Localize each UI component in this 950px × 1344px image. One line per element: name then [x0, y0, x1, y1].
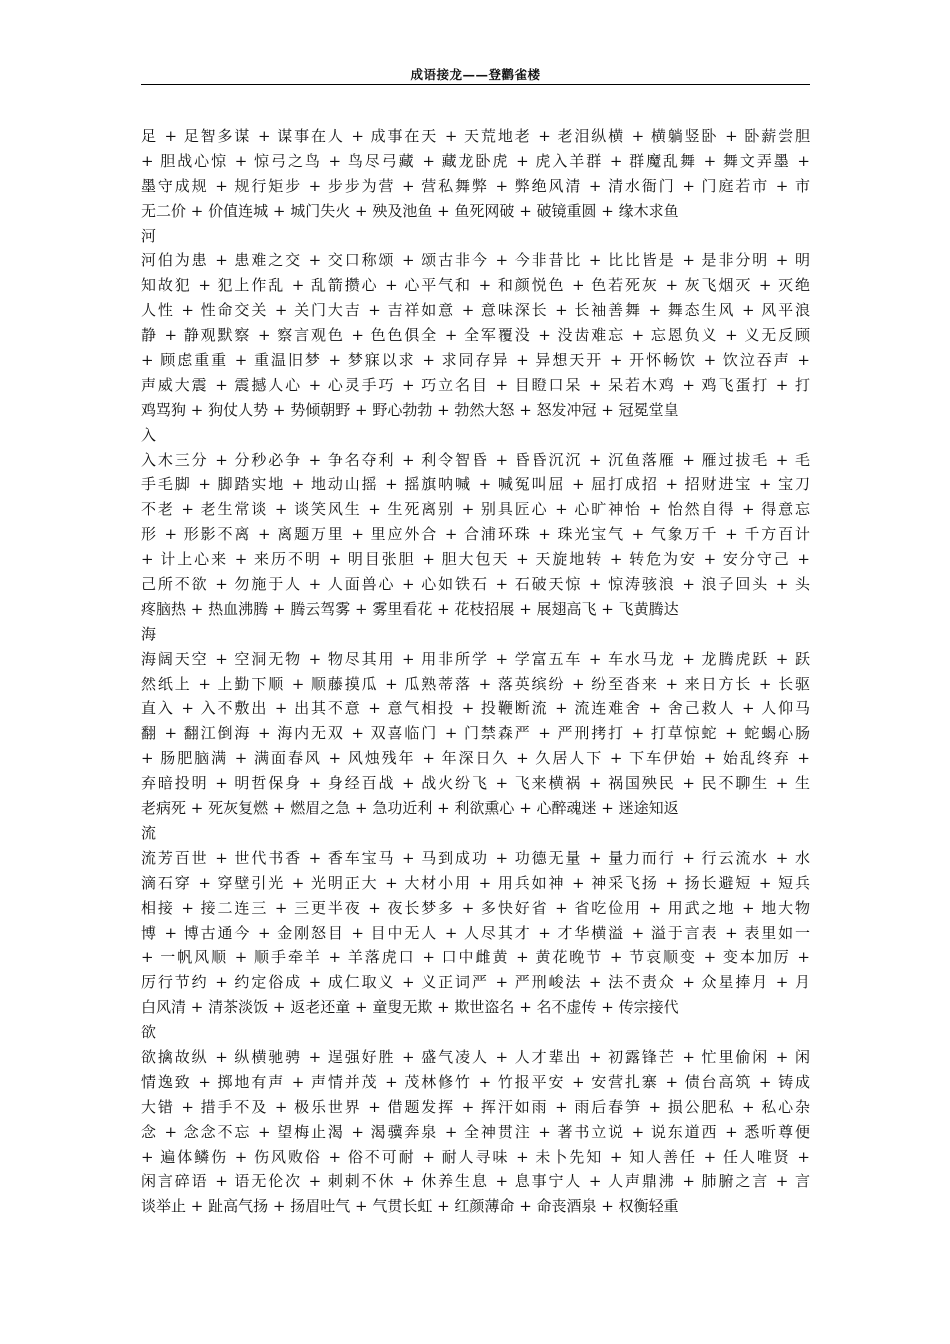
text-line: + 一帆风顺 + 顺手牵羊 + 羊落虎口 + 口中雌黄 + 黄花晚节 + 节哀顺变 + 变本加厉 + — [141, 948, 810, 967]
text-line: 声威大震 + 震撼人心 + 心灵手巧 + 巧立名目 + 目瞪口呆 + 呆若木鸡 + 鸡飞蛋打 + 打 — [141, 375, 810, 394]
text-line: 鸡骂狗 + 狗仗人势 + 势倾朝野 + 野心勃勃 + 勃然大怒 + 怒发冲冠 + 冠冕堂皇 — [141, 400, 679, 419]
text-line: 形 + 形影不离 + 离题万里 + 里应外合 + 合浦环珠 + 珠光宝气 + 气象万千 + 千方百计 — [141, 525, 810, 544]
text-line: 己所不欲 + 勿施于人 + 人面兽心 + 心如铁石 + 石破天惊 + 惊涛骇浪 + 浪子回头 + 头 — [141, 575, 810, 594]
text-line: 直入 + 入不敷出 + 出其不意 + 意气相投 + 投鞭断流 + 流连难舍 + 舍己救人 + 人仰马 — [141, 699, 810, 718]
text-line: 静 + 静观默察 + 察言观色 + 色色俱全 + 全军覆没 + 没齿难忘 + 忘恩负义 + 义无反顾 — [141, 326, 810, 345]
text-line: 不老 + 老生常谈 + 谈笑风生 + 生死离别 + 别具匠心 + 心旷神怡 + 怡然自得 + 得意忘 — [141, 500, 810, 519]
text-line: 墨守成规 + 规行矩步 + 步步为营 + 营私舞弊 + 弊绝风清 + 清水衙门 + 门庭若市 + 市 — [141, 176, 810, 195]
page-header — [141, 64, 810, 85]
text-line: 流芳百世 + 世代书香 + 香车宝马 + 马到成功 + 功德无量 + 量力而行 + 行云流水 + 水 — [141, 848, 810, 867]
text-line: 手毛脚 + 脚踏实地 + 地动山摇 + 摇旗呐喊 + 喊冤叫屈 + 屈打成招 + 招财进宝 + 宝刀 — [141, 475, 810, 494]
text-line: 白风清 + 清茶淡饭 + 返老还童 + 童叟无欺 + 欺世盗名 + 名不虚传 + 传宗接代 — [141, 998, 679, 1017]
section-char: 海 — [141, 624, 157, 643]
text-line: 河伯为患 + 患难之交 + 交口称颂 + 颂古非今 + 今非昔比 + 比比皆是 + 是非分明 + 明 — [141, 251, 810, 270]
text-line: 老病死 + 死灰复燃 + 燃眉之急 + 急功近利 + 利欲熏心 + 心醉魂迷 + 迷途知返 — [141, 799, 679, 818]
text-line: 疼脑热 + 热血沸腾 + 腾云驾雾 + 雾里看花 + 花枝招展 + 展翅高飞 + 飞黄腾达 — [141, 599, 679, 618]
text-line: 相接 + 接二连三 + 三更半夜 + 夜长梦多 + 多快好省 + 省吃俭用 + 用武之地 + 地大物 — [141, 898, 810, 917]
section-char: 入 — [141, 425, 157, 444]
text-line: 入木三分 + 分秒必争 + 争名夺利 + 利令智昏 + 昏昏沉沉 + 沉鱼落雁 + 雁过拔毛 + 毛 — [141, 450, 810, 469]
text-line: 无二价 + 价值连城 + 城门失火 + 殃及池鱼 + 鱼死网破 + 破镜重圆 + 缘木求鱼 — [141, 201, 679, 220]
text-line: 足 + 足智多谋 + 谋事在人 + 成事在天 + 天荒地老 + 老泪纵横 + 横躺竖卧 + 卧薪尝胆 — [141, 127, 810, 145]
text-line: + 肠肥脑满 + 满面春风 + 风烛残年 + 年深日久 + 久居人下 + 下车伊始 + 始乱终弃 + — [141, 749, 810, 768]
text-line: 欲擒故纵 + 纵横驰骋 + 逞强好胜 + 盛气凌人 + 人才辈出 + 初露锋芒 + 忙里偷闲 + 闲 — [141, 1047, 810, 1066]
text-line: + 胆战心惊 + 惊弓之鸟 + 鸟尽弓藏 + 藏龙卧虎 + 虎入羊群 + 群魔乱舞 + 舞文弄墨 + — [141, 151, 810, 170]
text-line: 闲言碎语 + 语无伦次 + 刺刺不休 + 休养生息 + 息事宁人 + 人声鼎沸 + 肺腑之言 + 言 — [141, 1172, 810, 1191]
idiom-chain-text — [141, 124, 810, 1219]
text-line: + 遍体鳞伤 + 伤风败俗 + 俗不可耐 + 耐人寻味 + 未卜先知 + 知人善任 + 任人唯贤 + — [141, 1147, 810, 1166]
text-line: 大错 + 措手不及 + 极乐世界 + 借题发挥 + 挥汗如雨 + 雨后春笋 + 损公肥私 + 私心杂 — [141, 1097, 810, 1116]
text-line: 念 + 念念不忘 + 望梅止渴 + 渴骥奔泉 + 全神贯注 + 著书立说 + 说东道西 + 悉听尊便 — [141, 1122, 810, 1141]
text-line: 弃暗投明 + 明哲保身 + 身经百战 + 战火纷飞 + 飞来横祸 + 祸国殃民 + 民不聊生 + 生 — [141, 774, 810, 793]
text-line: 翻 + 翻江倒海 + 海内无双 + 双喜临门 + 门禁森严 + 严刑拷打 + 打草惊蛇 + 蛇蝎心肠 — [141, 724, 810, 743]
text-line: + 顾虑重重 + 重温旧梦 + 梦寐以求 + 求同存异 + 异想天开 + 开怀畅饮 + 饮泣吞声 + — [141, 351, 810, 370]
text-line: 厉行节约 + 约定俗成 + 成仁取义 + 义正词严 + 严刑峻法 + 法不责众 + 众星捧月 + 月 — [141, 973, 810, 992]
text-line: 海阔天空 + 空洞无物 + 物尽其用 + 用非所学 + 学富五车 + 车水马龙 + 龙腾虎跃 + 跃 — [141, 649, 810, 668]
section-char: 河 — [141, 226, 157, 245]
section-char: 欲 — [141, 1023, 157, 1042]
text-line: + 计上心来 + 来历不明 + 明目张胆 + 胆大包天 + 天旋地转 + 转危为安 + 安分守己 + — [141, 550, 810, 569]
text-line: 情逸致 + 掷地有声 + 声情并茂 + 茂林修竹 + 竹报平安 + 安营扎寨 + 债台高筑 + 铸成 — [141, 1072, 810, 1091]
text-line: 滴石穿 + 穿壁引光 + 光明正大 + 大材小用 + 用兵如神 + 神采飞扬 + 扬长避短 + 短兵 — [141, 873, 810, 892]
text-line: 人性 + 性命交关 + 关门大吉 + 吉祥如意 + 意味深长 + 长袖善舞 + 舞态生风 + 风平浪 — [141, 301, 810, 320]
text-line: 博 + 博古通今 + 金刚怒目 + 目中无人 + 人尽其才 + 才华横溢 + 溢于言表 + 表里如一 — [141, 923, 810, 942]
text-line: 知故犯 + 犯上作乱 + 乱箭攒心 + 心平气和 + 和颜悦色 + 色若死灰 + 灰飞烟灭 + 灭绝 — [141, 276, 810, 295]
page-title: 成语接龙——登鹳雀楼 — [410, 67, 541, 82]
section-char: 流 — [141, 823, 157, 842]
text-line: 然纸上 + 上勤下顺 + 顺藤摸瓜 + 瓜熟蒂落 + 落英缤纷 + 纷至沓来 + 来日方长 + 长驱 — [141, 674, 810, 693]
text-line: 谈举止 + 趾高气扬 + 扬眉吐气 + 气贯长虹 + 红颜薄命 + 命丧酒泉 + 权衡轻重 — [141, 1197, 679, 1216]
